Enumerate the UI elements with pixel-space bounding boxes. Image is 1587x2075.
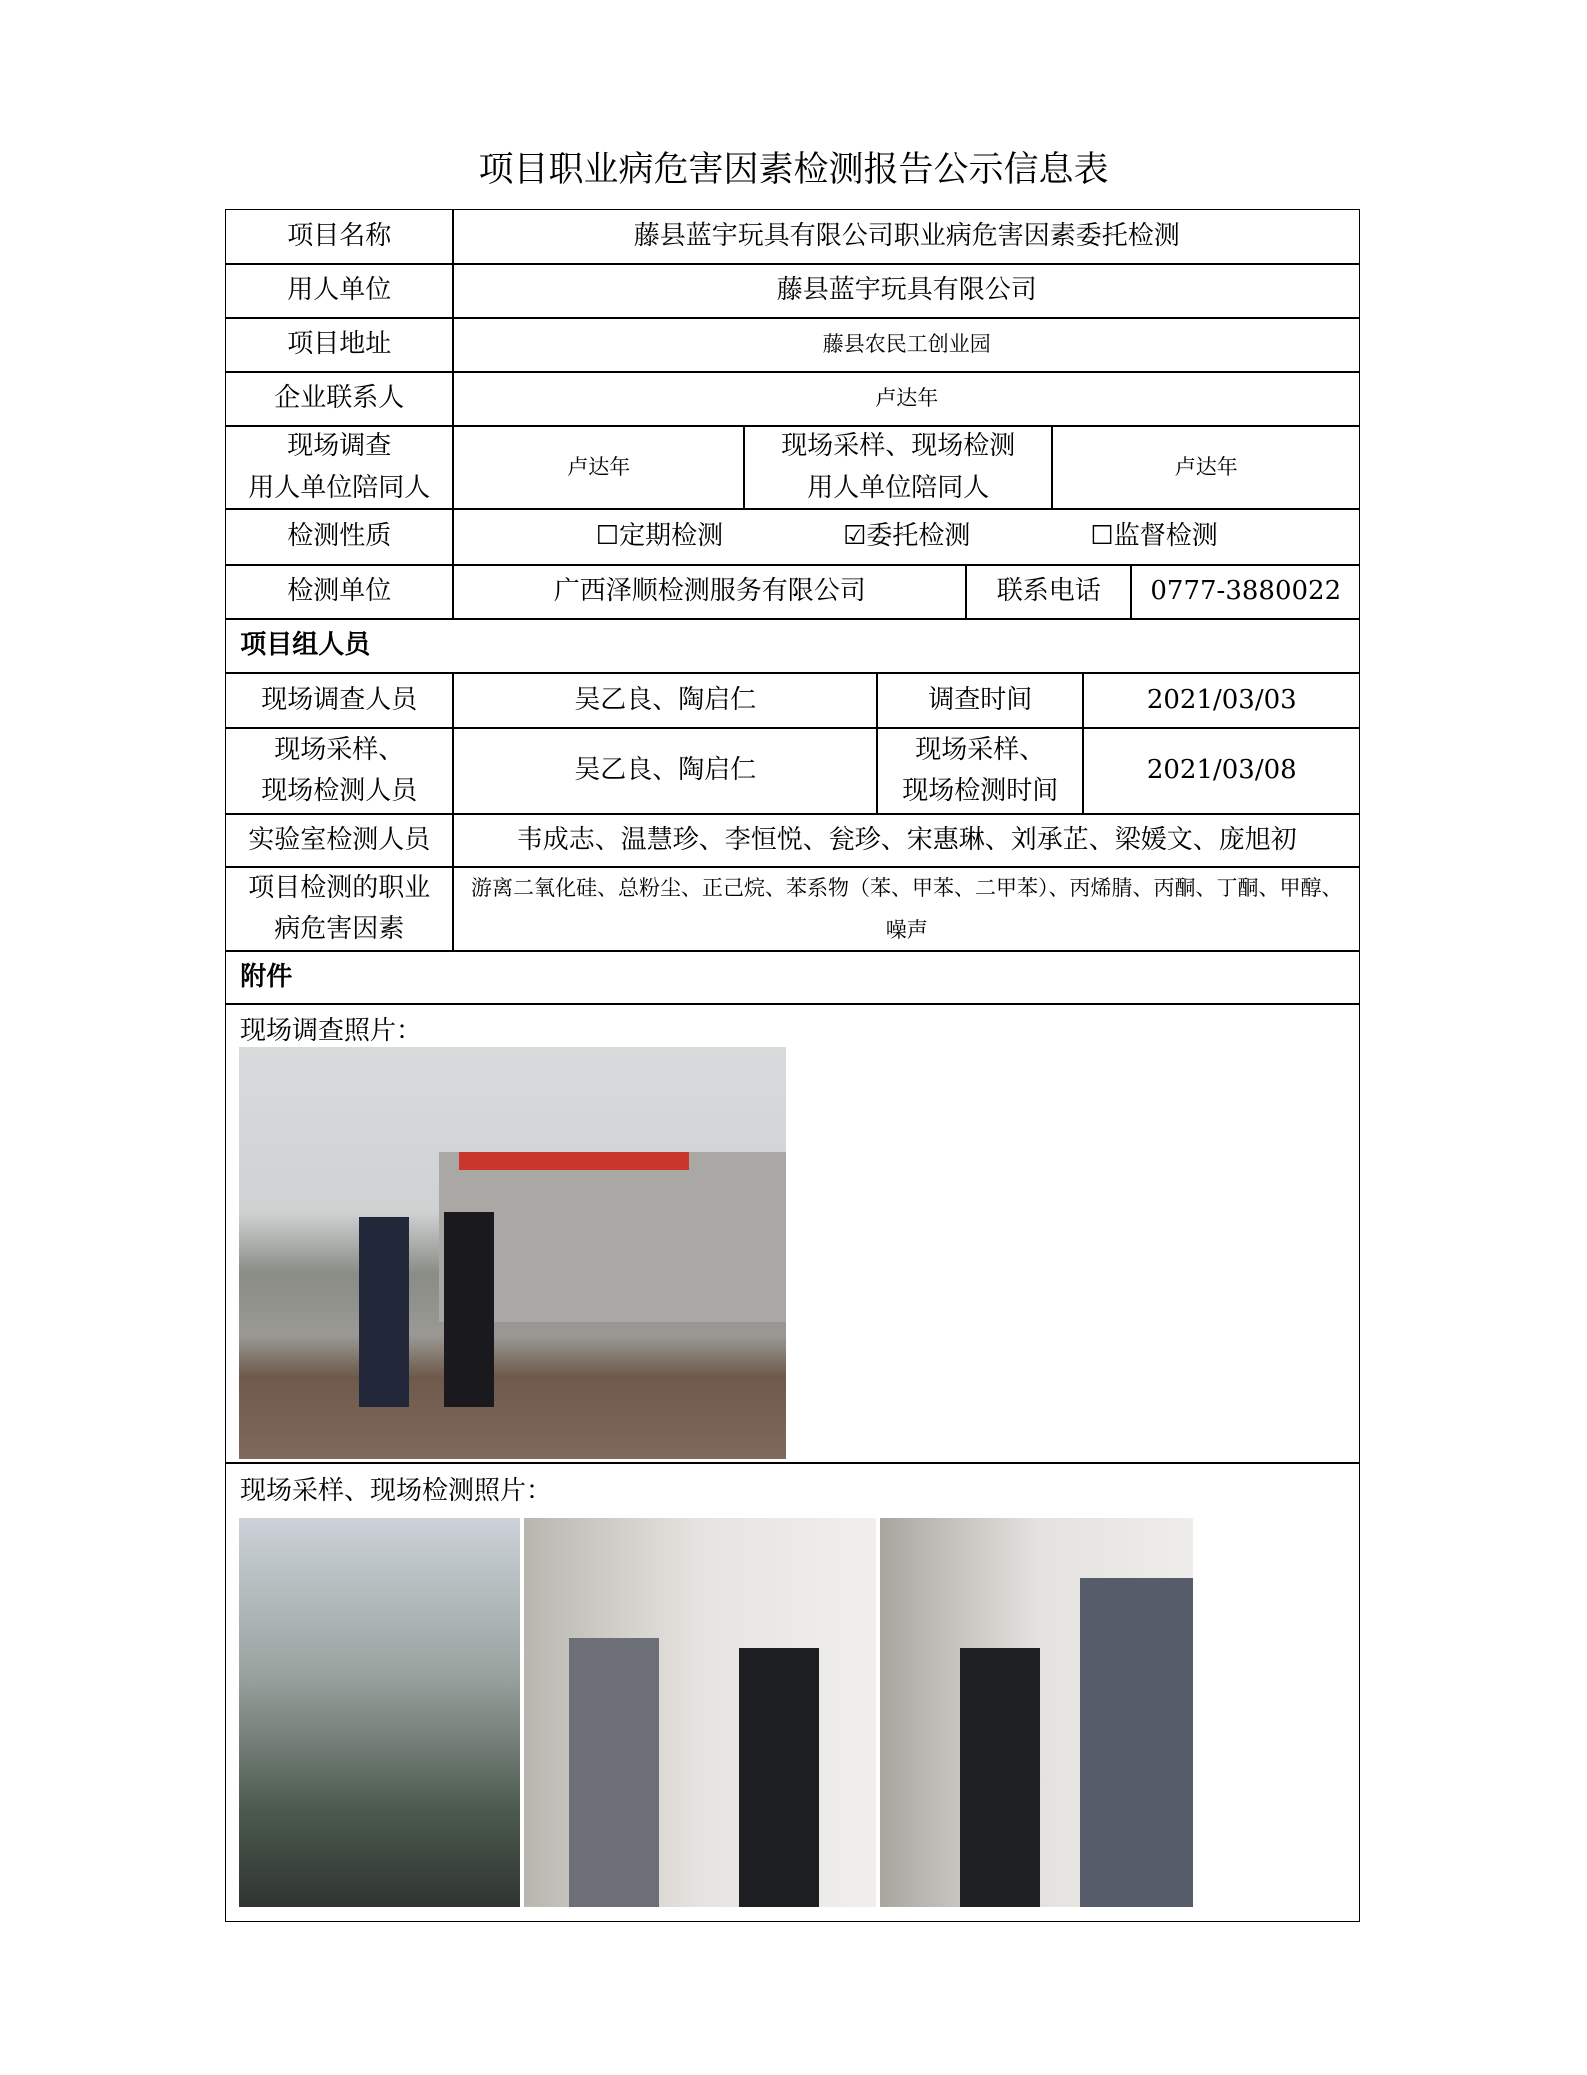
sampling-photo-3	[880, 1518, 1193, 1907]
label-lab-unit: 检测单位	[225, 565, 453, 619]
checkbox-periodic[interactable]	[596, 516, 723, 558]
option-label: 委托检测	[866, 521, 971, 552]
person	[359, 1217, 409, 1407]
sampling-photo-label: 现场采样、现场检测照片：	[240, 1476, 553, 1506]
label-survey-staff: 现场调查人员	[225, 673, 453, 728]
person	[739, 1648, 819, 1907]
label-factors	[225, 867, 453, 951]
label-line: 用人单位陪同人	[807, 472, 990, 503]
label-line: 现场检测人员	[261, 776, 418, 807]
sampling-time: 2021/03/08	[1083, 728, 1360, 814]
label-employer: 用人单位	[225, 264, 453, 318]
label-sampling-escort	[744, 426, 1052, 509]
checkbox-unchecked-icon: ☐	[1090, 521, 1114, 552]
label-sampling-staff	[225, 728, 453, 814]
sampling-staff: 吴乙良、陶启仁	[453, 728, 877, 814]
label-contact: 企业联系人	[225, 372, 453, 426]
phone: 0777-3880022	[1131, 565, 1360, 619]
project-name: 藤县蓝宇玩具有限公司职业病危害因素委托检测	[453, 209, 1360, 264]
attachment-header: 附件	[225, 951, 1360, 1004]
label-line: 现场调查	[287, 431, 392, 462]
sampling-escort: 卢达年	[1052, 426, 1360, 509]
person	[444, 1212, 494, 1407]
label-lab-staff: 实验室检测人员	[225, 814, 453, 867]
option-label: 监督检测	[1113, 521, 1218, 552]
label-line: 用人单位陪同人	[248, 472, 431, 503]
label-survey-time: 调查时间	[877, 673, 1083, 728]
label-line: 现场检测时间	[902, 776, 1059, 807]
person	[960, 1648, 1040, 1907]
label-line: 现场采样、	[274, 734, 405, 765]
label-line: 现场采样、现场检测	[781, 431, 1016, 462]
survey-photo	[239, 1047, 786, 1459]
checkbox-checked-icon: ☑	[843, 521, 867, 552]
label-line: 病危害因素	[274, 914, 405, 945]
label-phone: 联系电话	[966, 565, 1131, 619]
lab-unit: 广西泽顺检测服务有限公司	[453, 565, 966, 619]
checkbox-commissioned[interactable]	[843, 516, 970, 558]
factors: 游离二氧化硅、总粉尘、正己烷、苯系物（苯、甲苯、二甲苯）、丙烯腈、丙酮、丁酮、甲醇、噪声	[453, 867, 1360, 951]
label-survey-escort	[225, 426, 453, 509]
label-sampling-time	[877, 728, 1083, 814]
banner	[459, 1152, 689, 1170]
survey-time: 2021/03/03	[1083, 673, 1360, 728]
checkbox-unchecked-icon: ☐	[595, 521, 620, 552]
contact: 卢达年	[453, 372, 1360, 426]
survey-escort: 卢达年	[453, 426, 744, 509]
lab-staff: 韦成志、温慧珍、李恒悦、瓮珍、宋惠琳、刘承芷、梁媛文、庞旭初	[453, 814, 1360, 867]
nature-options	[453, 509, 1360, 565]
person	[569, 1638, 659, 1907]
team-header: 项目组人员	[225, 619, 1360, 673]
label-line: 现场采样、	[915, 734, 1046, 765]
label-address: 项目地址	[225, 318, 453, 372]
employer: 藤县蓝宇玩具有限公司	[453, 264, 1360, 318]
survey-staff: 吴乙良、陶启仁	[453, 673, 877, 728]
sampling-photo-1	[239, 1518, 520, 1907]
label-line: 项目检测的职业	[248, 872, 431, 903]
page-title: 项目职业病危害因素检测报告公示信息表	[478, 150, 1109, 190]
label-nature: 检测性质	[225, 509, 453, 565]
address: 藤县农民工创业园	[453, 318, 1360, 372]
option-label: 定期检测	[619, 521, 724, 552]
checkbox-supervisory[interactable]	[1090, 516, 1217, 558]
person	[1080, 1578, 1193, 1907]
label-project-name: 项目名称	[225, 209, 453, 264]
sampling-photo-2	[524, 1518, 876, 1907]
survey-photo-label: 现场调查照片：	[240, 1016, 423, 1046]
